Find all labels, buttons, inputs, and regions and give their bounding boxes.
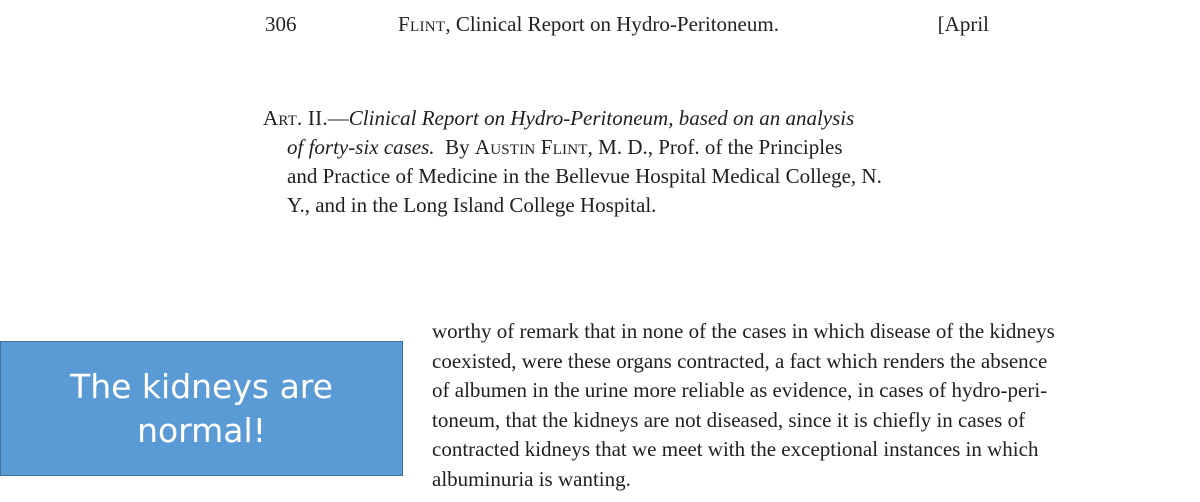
article-author-credentials: , M. D., Prof. of the Principles [587,135,843,159]
callout-text [70,365,333,453]
callout-line-2: normal! [137,410,266,450]
body-paragraph [432,317,1192,494]
running-title-author: Flint [398,12,446,36]
running-date: [April [937,12,989,36]
article-affiliation-1: and Practice of Medicine in the Bellevue Hospital Medical College, N. [287,164,882,188]
callout-box [0,341,403,476]
article-heading [263,104,998,220]
running-title-text: , Clinical Report on Hydro-Peritoneum. [445,12,779,36]
article-number: Art. II. [263,106,328,130]
article-heading-line [263,162,998,191]
article-dash: — [327,106,349,130]
article-by: By [434,135,475,159]
article-title-part-1: Clinical Report on Hydro-Peritoneum, based on an analysis [348,106,855,130]
page-header [263,8,993,38]
running-title [398,12,779,37]
article-heading-line [263,191,998,220]
body-line: of albumen in the urine more reliable as evidence, in cases of hydro-peri- [432,378,1048,402]
article-author: Austin Flint [474,135,588,159]
page-number: 306 [265,12,297,36]
article-heading-line [263,133,998,162]
callout-line-1: The kidneys are [70,366,333,406]
article-title-part-2: of forty-six cases. [287,135,435,159]
body-line: toneum, that the kidneys are not diseased, since it is chiefly in cases of [432,407,1026,432]
article-heading-line [263,104,998,133]
body-line: albuminuria is wanting. [432,466,631,491]
body-line: coexisted, were these organs contracted, a fact which renders the absence [432,348,1048,373]
body-line: worthy of remark that in none of the cases in which disease of the kidneys [432,319,1055,343]
article-affiliation-2: Y., and in the Long Island College Hospital. [287,193,657,217]
body-line: contracted kidneys that we meet with the exceptional instances in which [432,437,1039,461]
